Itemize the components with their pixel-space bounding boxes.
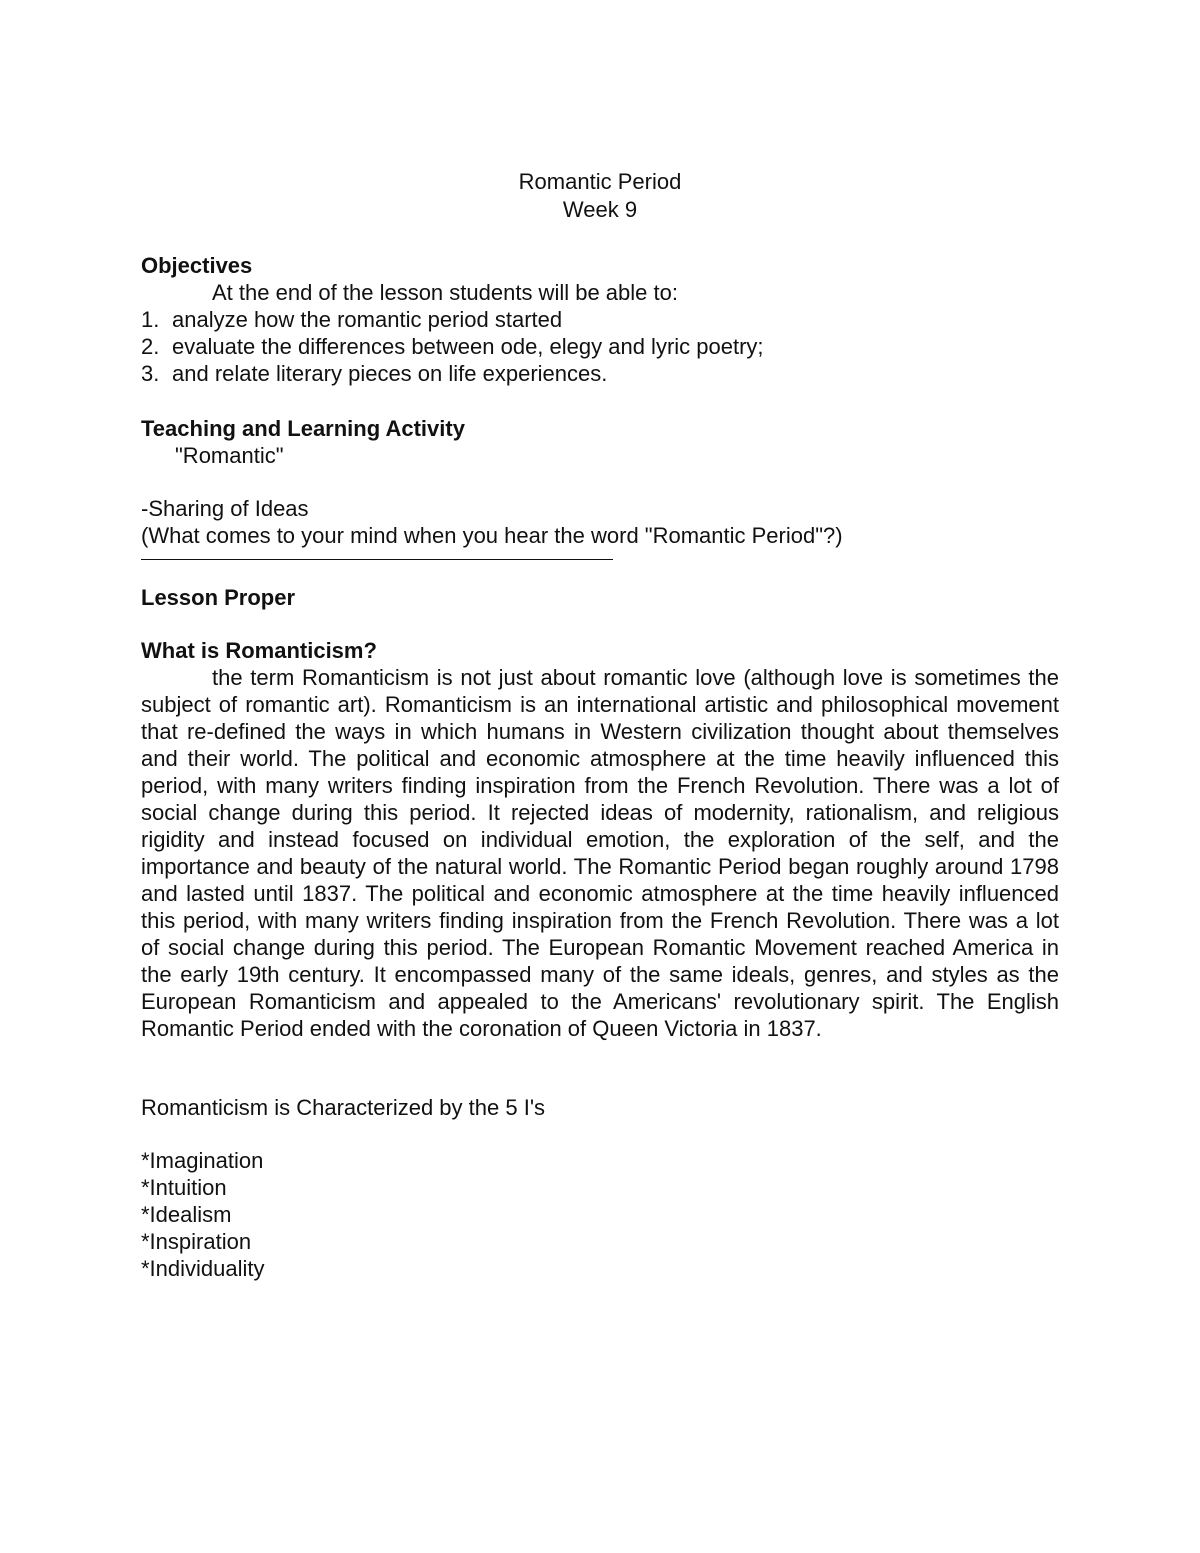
lesson-heading: Lesson Proper: [141, 585, 296, 610]
characteristics-list: [141, 1147, 1059, 1282]
list-item: *Intuition: [141, 1175, 227, 1200]
sharing-label: -Sharing of Ideas: [141, 496, 309, 521]
objective-number: 2.: [141, 334, 160, 359]
objective-item: [141, 306, 1059, 333]
objective-item: [141, 360, 1059, 387]
objectives-intro: At the end of the lesson students will be able to:: [212, 280, 678, 305]
activity-word: "Romantic": [175, 443, 284, 468]
objectives-list: [141, 306, 1059, 387]
objective-text: and relate literary pieces on life experiences.: [172, 361, 608, 386]
activity-question: (What comes to your mind when you hear the word "Romantic Period"?): [141, 523, 843, 548]
objective-text: analyze how the romantic period started: [172, 307, 563, 332]
lesson-paragraph: the term Romanticism is not just about romantic love (although love is sometimes the subject of romantic art). Romanticism is an international artistic and philosophical movement that re-defined the ways in which humans in Western civilization thought about themselves and their world. The political and economic atmosphere at the time heavily influenced this period, with many writers finding inspiration from the French Revolution. There was a lot of social change during this period. It rejected ideas of modernity, rationalism, and religious rigidity and instead focused on individual emotion, the exploration of the self, and the importance and beauty of the natural world. The Romantic Period began roughly around 1798 and lasted until 1837. The political and economic atmosphere at the time heavily influenced this period, with many writers finding inspiration from the French Revolution. There was a lot of social change during this period. The European Romantic Movement reached America in the early 19th century. It encompassed many of the same ideals, genres, and styles as the European Romanticism and appealed to the Americans' revolutionary spirit. The English Romantic Period ended with the coronation of Queen Victoria in 1837.: [141, 665, 1059, 1041]
list-item: *Inspiration: [141, 1229, 252, 1254]
list-item: *Individuality: [141, 1256, 265, 1281]
activity-heading: Teaching and Learning Activity: [141, 416, 465, 441]
objective-number: 1.: [141, 307, 160, 332]
objectives-heading: Objectives: [141, 253, 253, 278]
lesson-subheading: What is Romanticism?: [141, 638, 377, 663]
list-item: *Idealism: [141, 1202, 232, 1227]
characteristics-intro: Romanticism is Characterized by the 5 I's: [141, 1095, 546, 1120]
list-item: *Imagination: [141, 1148, 264, 1173]
document-content: [141, 168, 1059, 1282]
objective-number: 3.: [141, 361, 160, 386]
week-label: Week 9: [562, 197, 638, 222]
document-title: Romantic Period: [518, 169, 682, 194]
objective-text: evaluate the differences between ode, elegy and lyric poetry;: [172, 334, 764, 359]
objective-item: [141, 333, 1059, 360]
